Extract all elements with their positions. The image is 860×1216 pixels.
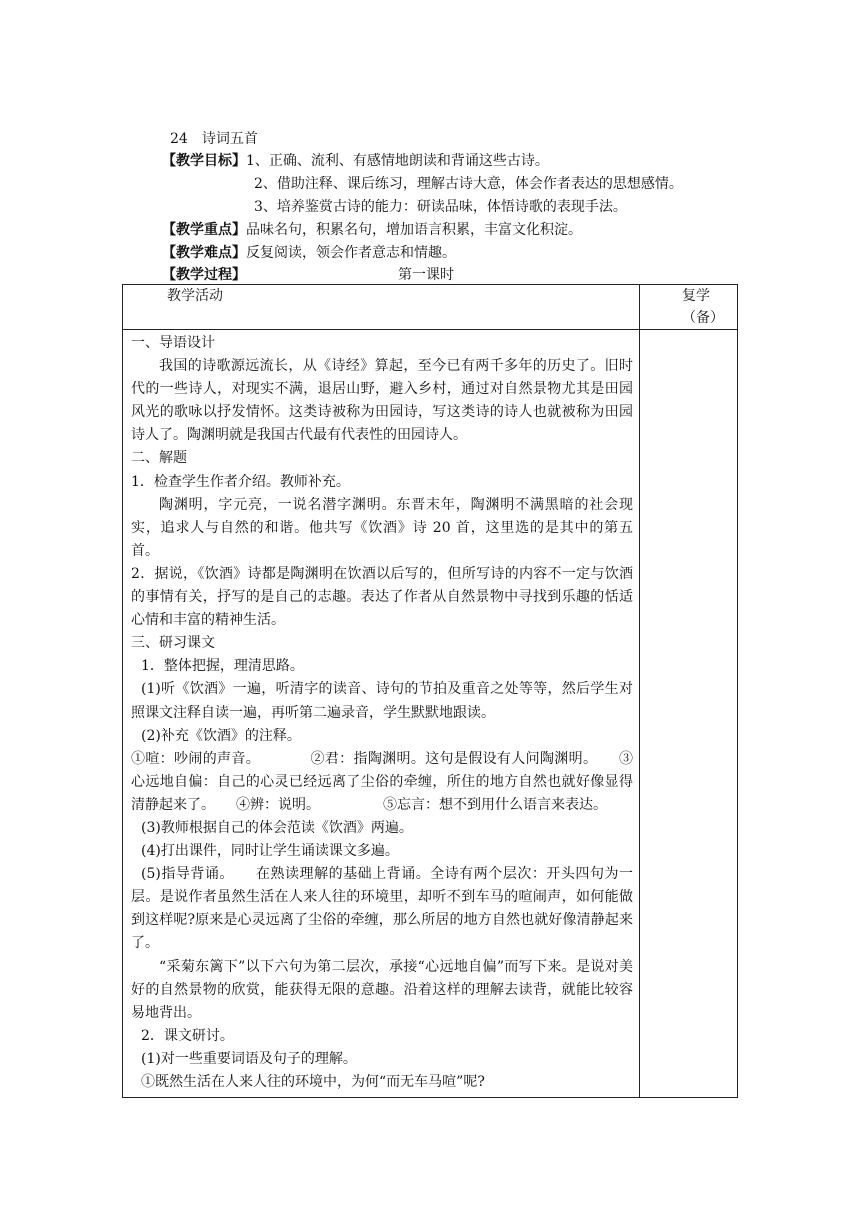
paragraph: (1)对一些重要词语及句子的理解。 <box>141 1050 357 1067</box>
section-heading: 一、导语设计 <box>131 335 215 351</box>
col-review-header: 复学（备） <box>640 285 738 330</box>
goal-3: 3、培养鉴赏古诗的能力：研读品味，体悟诗歌的表现手法。 <box>254 199 627 215</box>
section-heading: 三、研习课文 <box>131 635 215 652</box>
difficulty-row <box>162 242 456 264</box>
key-points-row <box>162 219 582 241</box>
paragraph: (1)听《饮酒》一遍，听清字的读音、诗句的节拍及重音之处等等，然后学生对照课文注释自读一遍，再听第二遍录音，学生默默地跟读。 <box>131 681 633 721</box>
table-header-row <box>123 285 738 330</box>
lesson-table <box>122 284 738 1098</box>
paragraph: (5)指导背诵。 在熟读理解的基础上背诵。全诗有两个层次：开头四句为一层。是说作者虽然生活在人来人往的环境里，却听不到车马的喧闹声，如何能做到这样呢?原来是心灵远离了尘俗的牵缠，那么所居的地方自然也就好像清静起来了。 <box>131 866 633 952</box>
paragraph: 1．检查学生作者介绍。教师补充。 <box>131 473 350 490</box>
col-activity-header: 教学活动 <box>123 285 640 330</box>
key-label: 【教学重点】 <box>162 222 246 238</box>
process-label: 【教学过程】 <box>162 267 246 283</box>
goal-1: 1、正确、流利、有感情地朗读和背诵这些古诗。 <box>246 153 549 169</box>
goals-label: 【教学目标】 <box>162 153 246 169</box>
activity-cell <box>123 330 640 1098</box>
paragraph: (2)补充《饮酒》的注释。 <box>141 727 301 744</box>
paragraph: 陶渊明，字元亮，一说名潜字渊明。东晋末年，陶渊明不满黑暗的社会现实，追求人与自然的和谐。他共写《饮酒》诗 20 首，这里选的是其中的第五首。 <box>131 496 633 559</box>
paragraph: ①既然生活在人来人往的环境中，为何“而无车马喧”呢? <box>141 1074 485 1090</box>
paragraph: “采菊东篱下”以下六句为第二层次，承接“心远地自偏”而写下来。是说对美好的自然景物的欣赏，能获得无限的意趣。沿着这样的理解去读背，就能比较容易地背出。 <box>131 958 633 1021</box>
period-label: 第一课时 <box>398 267 454 283</box>
difficulty-label: 【教学难点】 <box>162 245 246 261</box>
lesson-title: 24 诗词五首 <box>170 131 258 147</box>
difficulty-points: 反复阅读，领会作者意志和情趣。 <box>246 245 456 261</box>
table-body-row <box>123 330 738 1098</box>
review-cell <box>640 330 738 1098</box>
paragraph: 2．据说，《饮酒》诗都是陶渊明在饮酒以后写的，但所写诗的内容不一定与饮酒的事情有关，抒写的是自己的志趣。表达了作者从自然景物中寻找到乐趣的恬适心情和丰富的精神生活。 <box>131 565 633 629</box>
goals-row <box>162 150 549 172</box>
paragraph: (3)教师根据自己的体会范读《饮酒》两遍。 <box>141 819 413 836</box>
activity-content <box>123 330 639 1094</box>
section-heading: 二、解题 <box>131 450 187 467</box>
key-points: 品味名句，积累名句，增加语言积累，丰富文化积淀。 <box>246 222 582 238</box>
paragraph: 2．课文研讨。 <box>141 1027 234 1044</box>
paragraph: (4)打出课件，同时让学生诵读课文多遍。 <box>141 843 399 860</box>
goal-2: 2、借助注释、课后练习，理解古诗大意，体会作者表达的思想感情。 <box>254 176 683 192</box>
paragraph: ①喧：吵闹的声音。 ②君：指陶渊明。这句是假设有人问陶渊明。 ③心远地自偏：自己的心灵已经远离了尘俗的牵缠，所住的地方自然也就好像显得清静起来了。 ④辨：说明。 ⑤忘言：想不到用什么语言来表达。 <box>131 750 633 813</box>
paragraph: 1．整体把握，理清思路。 <box>141 658 304 675</box>
paragraph: 我国的诗歌源远流长，从《诗经》算起，至今已有两千多年的历史了。旧时代的一些诗人，对现实不满，退居山野，避入乡村，通过对自然景物尤其是田园风光的歌咏以抒发情怀。这类诗被称为田园诗，写这类诗的诗人也就被称为田园诗人了。陶渊明就是我国古代最有代表性的田园诗人。 <box>131 358 633 444</box>
